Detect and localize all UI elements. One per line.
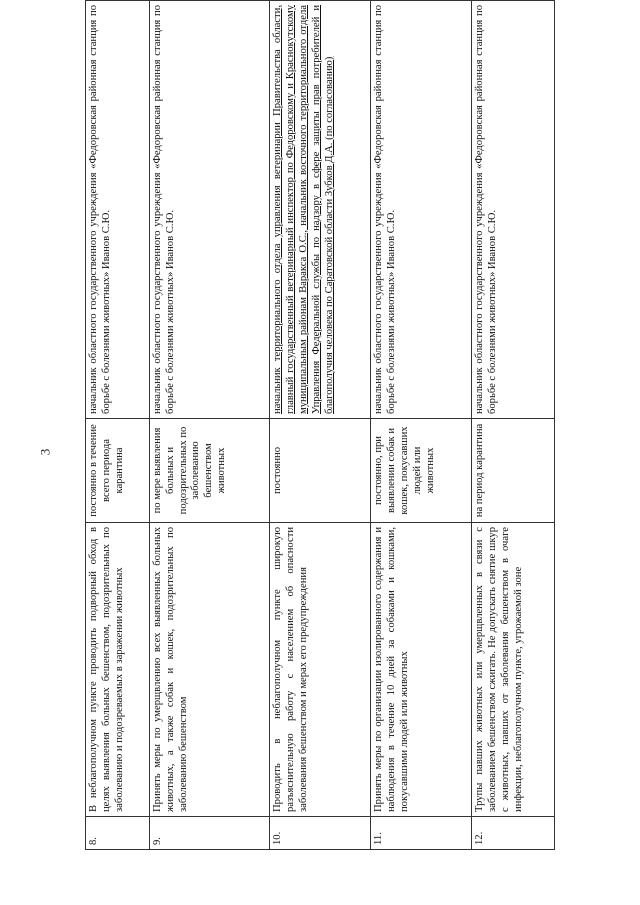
action-cell: Принять меры по умерщвлению всех выявленных больных животных, а также собак и кошек, подозрительных по заболеванию бешенством	[149, 523, 269, 817]
responsible-cell: начальник областного государственного учреждения «Федоровская районная станция по борьбе с болезнями животных» Иванов С.Ю.	[371, 1, 472, 419]
responsible-cell: начальник областного государственного учреждения «Федоровская районная станция по борьбе с болезнями животных» Иванов С.Ю.	[149, 1, 269, 419]
table-row	[269, 1, 370, 850]
responsible-cell: начальник областного государственного учреждения «Федоровская районная станция по борьбе с болезнями животных» Иванов С.Ю.	[472, 1, 555, 419]
action-cell: Принять меры по организации изолированного содержания и наблюдения в течение 10 дней за собаками и кошками, покусавшими людей или животных	[371, 523, 472, 817]
responsible-cell: начальник областного государственного учреждения «Федоровская районная станция по борьбе с болезнями животных» Иванов С.Ю.	[86, 1, 150, 419]
row-number: 8.	[86, 817, 150, 850]
table-row	[86, 1, 150, 850]
table-row	[472, 1, 555, 850]
row-number: 11.	[371, 817, 472, 850]
document-table-wrapper	[85, 0, 555, 850]
term-cell: постоянно в течение всего периода карантина	[86, 419, 150, 523]
action-cell: Проводить в неблагополучном пункте широкую разъяснительную работу с населением об опасности заболевания бешенством и мерах его предупреждения	[269, 523, 370, 817]
row-number: 9.	[149, 817, 269, 850]
action-cell: Трупы павших животных или умерщвленных в связи с заболеванием бешенством сжигать. Не допускать снятие шкур с животных, павших от заболевания бешенством в очаге инфекции, неблагополучном пункте, угрожаемой зоне	[472, 523, 555, 817]
term-cell: постоянно	[269, 419, 370, 523]
term-cell: постоянно, при выявлении собак и кошек, покусавших людей или животных	[371, 419, 472, 523]
responsible-cell: начальник территориального отдела управления ветеринарии Правительства области, главный государственный ветеринарный инспектор по Федоровскому и Краснокутскому муниципальным районам Варакса О.С., начальник восточного территориального отдела Управления Федеральной службы по надзору в сфере защиты прав потребителей и благополучия человека по Саратовской области Зубков Д.А. (по согласованию)	[269, 1, 370, 419]
action-cell: В неблагополучном пункте проводить подворный обход в целях выявления больных бешенством, подозрительных по заболеванию и подозреваемых в заражении животных	[86, 523, 150, 817]
term-cell: по мере выявления больных и подозрительных по заболеванию бешенством животных	[149, 419, 269, 523]
table-row	[371, 1, 472, 850]
page-number: 3	[37, 448, 53, 456]
measures-table	[85, 0, 555, 850]
table-row	[149, 1, 269, 850]
term-cell: на период карантина	[472, 419, 555, 523]
row-number: 10.	[269, 817, 370, 850]
row-number: 12.	[472, 817, 555, 850]
